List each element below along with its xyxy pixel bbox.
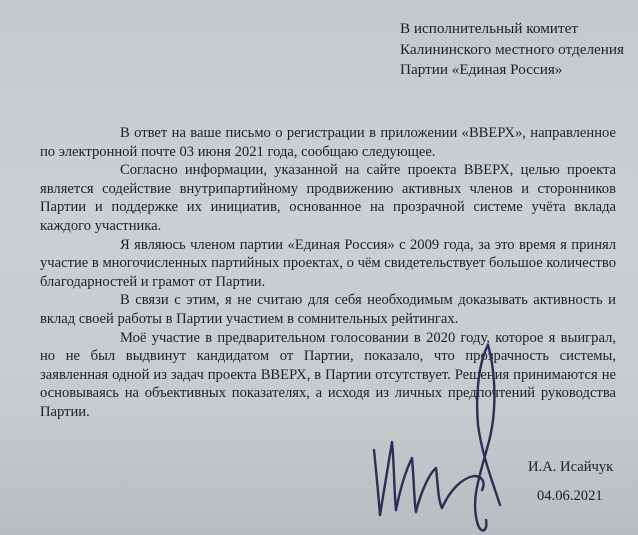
addressee-line-2: Калининского местного отделения [400,40,625,58]
paragraph-4: В связи с этим, я не считаю для себя необходимым доказывать активность и вклад своей работы в Партии участием в сомнительных рейтингах. [40,292,616,327]
addressee-block [400,19,632,81]
paragraph-2: Согласно информации, указанной на сайте проекта ВВЕРХ, целью проекта является содействие внутрипартийному продвижению активных членов и сторонников Партии и поддержке их инициатив, основанное на прозрачной системе учёта вклада каждого участника. [40,162,616,234]
paragraph-5: Моё участие в предварительном голосовании в 2020 году, которое я выиграл, но не был выдвинут кандидатом от Партии, показало, что прозрачность системы, заявленная одной из задач проекта ВВЕРХ, в Партии отсутствует. Решения принимаются не основываясь на объективных показателях, а исходя из личных предпочтений руководства Партии. [40,329,616,420]
addressee-line-3: Партии «Единая Россия» [400,61,563,78]
addressee-line-1: В исполнительный комитет [400,20,578,37]
paragraph-3: Я являюсь членом партии «Единая Россия» с 2009 года, за это время я принял участие в многочисленных партийных проектах, о чём свидетельствует большое количество благодарностей и грамот от Партии. [40,236,616,290]
signatory-name: И.А. Исайчук [528,459,614,475]
handwritten-signature [370,330,540,535]
letter-date: 04.06.2021 [537,488,603,504]
paragraph-1: В ответ на ваше письмо о регистрации в приложении «ВВЕРХ», направленное по электронной почте 03 июня 2021 года, сообщаю следующее. [40,125,616,160]
